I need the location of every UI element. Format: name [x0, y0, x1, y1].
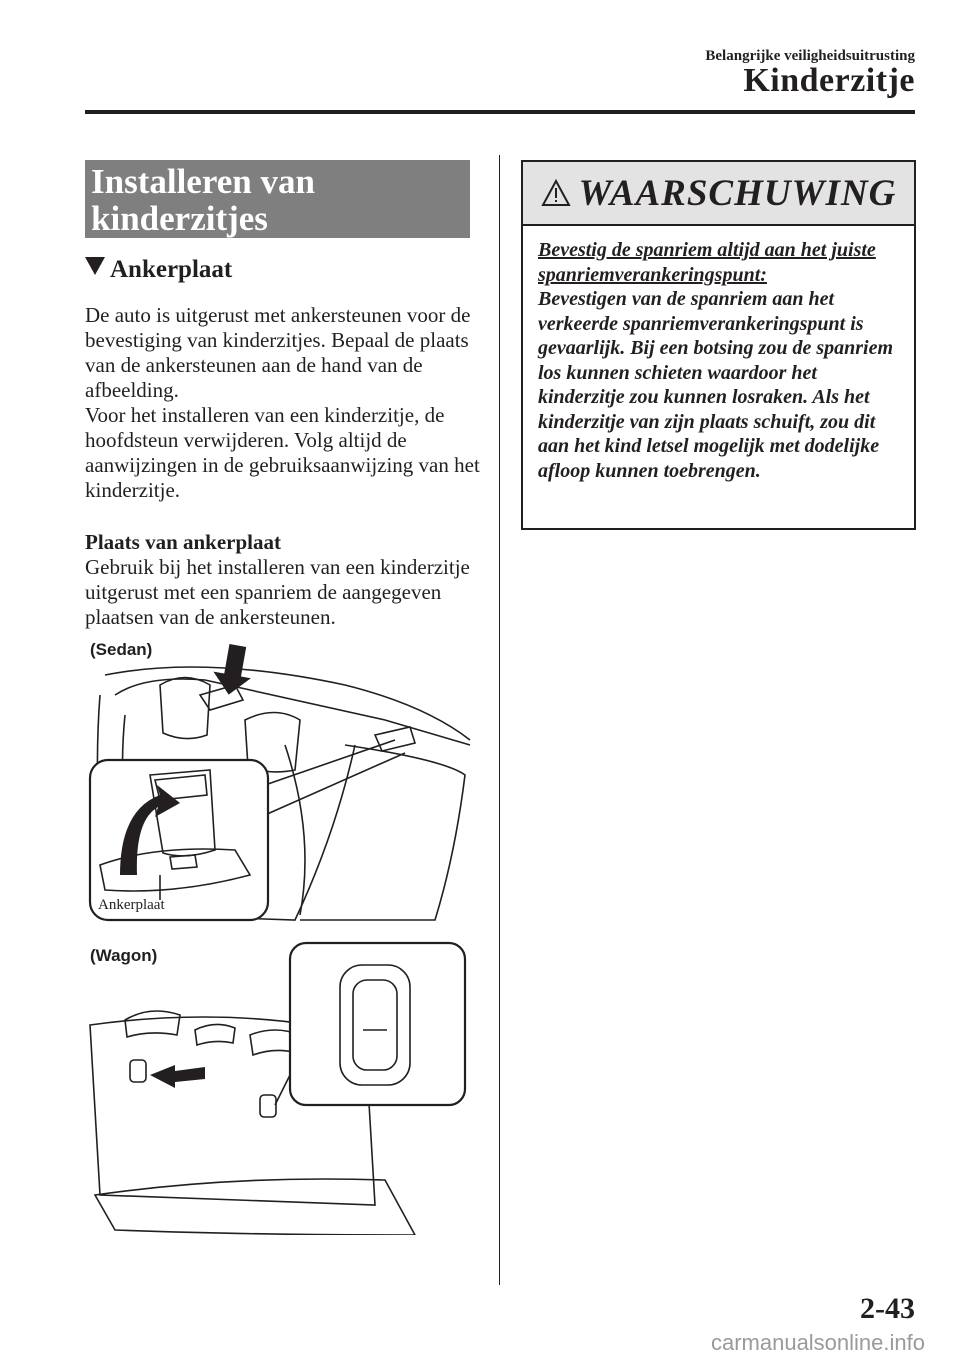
- running-header-section: Belangrijke veiligheidsuitrusting: [705, 48, 915, 64]
- instruction-paragraph: Voor het installeren van een kinderzitje, de hoofdsteun verwijderen. Volg altijd de aanwijzingen in de gebruiksaanwijzing van het kinderzitje.: [85, 403, 480, 502]
- ankerplaat-caption: Ankerplaat: [98, 897, 165, 913]
- sedan-headrest-left: [160, 678, 210, 739]
- zoom-callout-line1: [265, 740, 395, 785]
- running-header-title: Kinderzitje: [743, 62, 915, 99]
- wagon-anchor-right: [260, 1095, 276, 1117]
- section-banner-line1: Installeren van: [91, 162, 315, 201]
- wagon-headrest-middle: [195, 1024, 235, 1045]
- wagon-zoom-inset: [290, 943, 465, 1105]
- seat-illustration: [85, 635, 485, 1235]
- zoom-callout-line2: [265, 753, 405, 815]
- triangle-bullet-icon: [85, 257, 105, 275]
- header-rule: [85, 110, 915, 114]
- anchor-plate-figure: [85, 635, 485, 1240]
- wagon-seat-cushion: [95, 1179, 415, 1235]
- subheading-ankerplaat: [85, 256, 232, 284]
- wagon-headrest-left: [125, 1011, 180, 1037]
- sedan-anchor-plate-right: [375, 727, 415, 751]
- subheading-text: Ankerplaat: [110, 256, 233, 283]
- section-banner: [85, 160, 470, 238]
- warning-title: WAARSCHUWING: [578, 172, 897, 214]
- column-divider: [499, 155, 500, 1285]
- sedan-label: (Sedan): [90, 640, 153, 659]
- plaats-paragraph: Gebruik bij het installeren van een kinderzitje uitgerust met een spanriem de aangegeven plaatsen van de ankersteunen.: [85, 555, 470, 629]
- warning-lead: Bevestig de spanriem altijd aan het juiste spanriemverankeringspunt:: [538, 239, 876, 286]
- warning-body: [523, 226, 914, 483]
- warning-box: [521, 160, 916, 530]
- watermark: carmanualsonline.info: [710, 1330, 925, 1355]
- page-number: 2-43: [860, 1292, 915, 1325]
- wagon-label: (Wagon): [90, 946, 158, 965]
- section-banner-line2: kinderzitjes: [91, 199, 268, 238]
- warning-text: Bevestigen van de spanriem aan het verkeerde spanriemverankeringspunt is gevaarlijk. Bij een botsing zou de spanriem los kunnen schieten waardoor het kinderzitje zou kunnen losraken. Als het kinderzitje van zijn plaats schuift, zou dit aan het kind letsel mogelijk met dodelijke afloop kunnen toebrengen.: [538, 288, 894, 482]
- sedan-zoom-inset: [90, 760, 268, 920]
- warning-header: [523, 162, 914, 226]
- warning-triangle-icon: [541, 179, 571, 207]
- intro-paragraph: De auto is uitgerust met ankersteunen voor de bevestiging van kinderzitjes. Bepaal de plaats van de ankersteunen aan de hand van de afbeelding.: [85, 303, 471, 402]
- wagon-anchor-left: [130, 1060, 146, 1082]
- left-arrow-icon: [150, 1065, 205, 1088]
- sedan-seatback-right: [300, 745, 465, 920]
- plaats-heading: Plaats van ankerplaat: [85, 530, 282, 554]
